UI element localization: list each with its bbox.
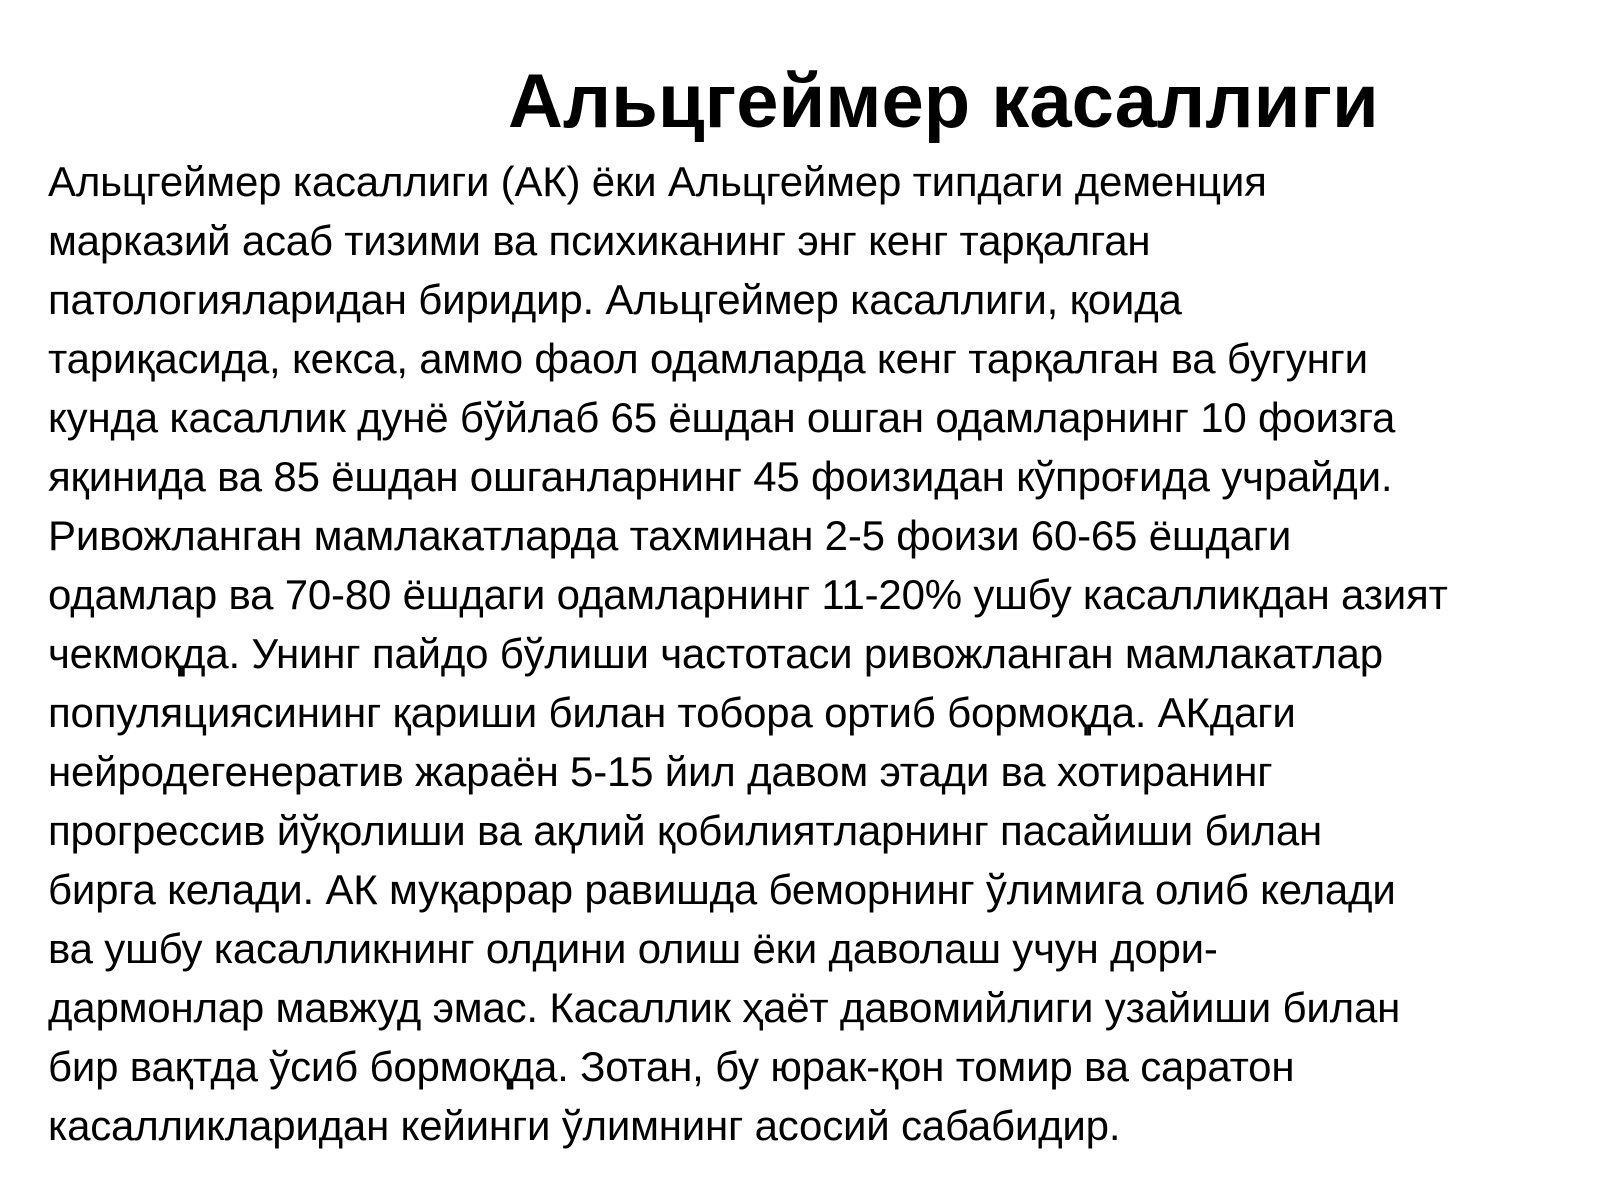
body-line: Альцгеймер касаллиги (АК) ёки Альцгеймер типдаги деменция	[48, 158, 1267, 205]
slide-title: Альцгеймер касаллиги	[508, 59, 1379, 144]
body-line: патологияларидан биридир. Альцгеймер касаллиги, қоида	[48, 276, 1182, 323]
body-line: чекмоқда. Унинг пайдо бўлиши частотаси ривожланган мамлакатлар	[48, 630, 1383, 677]
body-line: нейродегенератив жараён 5-15 йил давом этади ва хотиранинг	[48, 748, 1273, 795]
body-line: прогрессив йўқолиши ва ақлий қобилиятларнинг пасайиши билан	[48, 807, 1323, 854]
body-line: кунда касаллик дунё бўйлаб 65 ёшдан ошган одамларнинг 10 фоизга	[48, 394, 1396, 441]
body-line: одамлар ва 70-80 ёшдаги одамларнинг 11-20% ушбу касалликдан азият	[48, 571, 1448, 618]
body-line: дармонлар мавжуд эмас. Касаллик ҳаёт давомийлиги узайиши билан	[48, 984, 1401, 1031]
body-line: ва ушбу касалликнинг олдини олиш ёки даволаш учун дори-	[48, 925, 1218, 972]
body-line: касалликларидан кейинги ўлимнинг асосий сабабидир.	[48, 1102, 1121, 1149]
slide-body	[48, 152, 1578, 1155]
body-line: бирга келади. АК муқаррар равишда беморнинг ўлимига олиб келади	[48, 866, 1396, 913]
body-line: бир вақтда ўсиб бормоқда. Зотан, бу юрак-қон томир ва саратон	[48, 1043, 1295, 1090]
body-line: яқинида ва 85 ёшдан ошганларнинг 45 фоизидан кўпроғида учрайди.	[48, 453, 1393, 500]
body-line: тариқасида, кекса, аммо фаол одамларда кенг тарқалган ва бугунги	[48, 335, 1368, 382]
body-line: Ривожланган мамлакатларда тахминан 2-5 фоизи 60-65 ёшдаги	[48, 512, 1292, 559]
body-line: марказий асаб тизими ва психиканинг энг кенг тарқалган	[48, 217, 1151, 264]
body-line: популяциясининг қариши билан тобора ортиб бормоқда. АКдаги	[48, 689, 1296, 736]
